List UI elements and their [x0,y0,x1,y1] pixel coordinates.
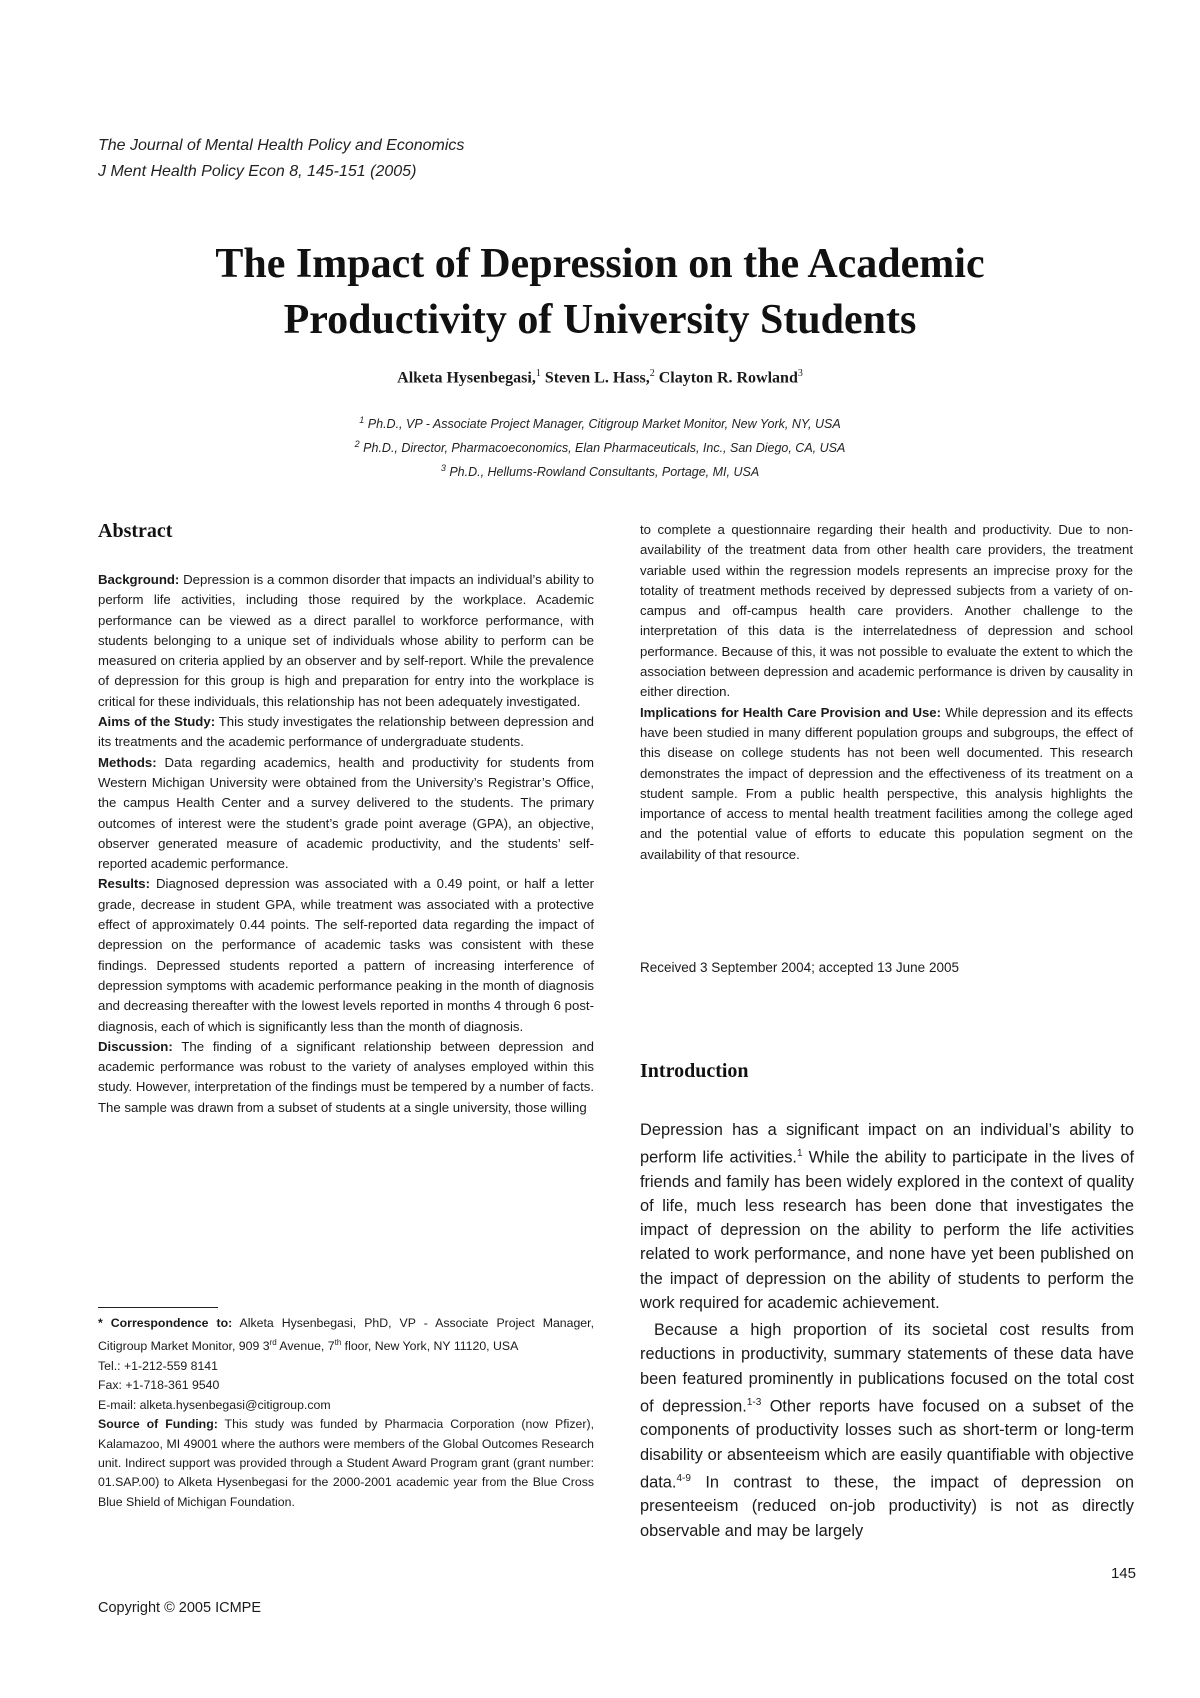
author-affil-mark: 1 [535,368,541,379]
correspondence-fax: Fax: +1-718-361 9540 [98,1378,220,1393]
author-name: Clayton R. Rowland [658,369,798,387]
title-line-2: Productivity of University Students [283,297,917,343]
affiliation [100,434,1100,458]
corr-sup: th [334,1338,342,1348]
text-results: Diagnosed depression was associated with a 0.49 point, or half a letter grade, decrease in student GPA, while treatment was associated with a protective effect of approximately 0.44 points. The self-reported data regarding the impact of depression on the performance of academic tasks was consistent with these findings. Depressed students reported a pattern of increasing interference of depression symptoms with academic performance peaking in the month of diagnosis and decreasing thereafter with the lowest levels reported in months 4 through 6 post-diagnosis, each of which is significantly less than the month of diagnosis. [98,876,594,1034]
abstract-heading: Abstract [98,520,173,542]
received-dates: Received 3 September 2004; accepted 13 June 2005 [640,960,959,975]
intro-text: Depression has a significant impact on an individual’s ability to perform life activities. [640,1121,1134,1167]
affil-text: Ph.D., Director, Pharmacoeconomics, Elan Pharmaceuticals, Inc., San Diego, CA, USA [363,441,846,456]
affil-mark: 2 [354,439,360,450]
journal-name: The Journal of Mental Health Policy and Economics [98,137,465,154]
author-affil-mark: 3 [797,368,803,379]
corr-text: Avenue, 7 [276,1339,335,1354]
affil-text: Ph.D., Hellums-Rowland Consultants, Portage, MI, USA [449,465,760,480]
journal-citation: J Ment Health Policy Econ 8, 145-151 (2005) [98,163,417,180]
abstract-methods [98,753,594,875]
abstract-background [98,570,594,712]
text-implications: While depression and its effects have been studied in many different population groups and subgroups, the effect of this disease on college students has not been well documented. This research demonstrates the impact of depression and the effectiveness of its treatment on a student sample. From a public health perspective, this analysis highlights the importance of access to mental health treatment facilities among the college aged and the potential value of efforts to educate this population segment on the availability of that resource. [640,704,1133,862]
article-title [100,236,1100,348]
affil-mark: 1 [359,415,365,425]
label-background: Background: [98,572,180,587]
correspondence-tel: Tel.: +1-212-559 8141 [98,1358,218,1373]
abstract-discussion-continued: to complete a questionnaire regarding their health and productivity. Due to non-availability of the treatment data from other health care providers, the treatment variable used within the regression models represents an imprecise proxy for the totality of treatment methods received by depressed subjects from a variety of on-campus and off-campus health care providers. Another challenge to the interpretation of this data is the interrelatedness of depression and school performance. Because of this, it was not possible to evaluate the extent to which the association between depression and academic performance is driven by causality in either direction. [640,522,1133,700]
label-results: Results: [98,876,151,892]
correspondence-email: E-mail: alketa.hysenbegasi@citigroup.com [98,1397,331,1412]
abstract-aims [98,712,594,753]
label-correspondence: * Correspondence to: [98,1316,233,1330]
author-list [100,368,1100,387]
footnote-divider [98,1307,218,1308]
title-line-1: The Impact of Depression on the Academic [215,241,985,287]
affiliation [100,410,1100,434]
introduction-heading: Introduction [640,1060,749,1082]
funding-text: This study was funded by Pharmacia Corporation (now Pfizer), Kalamazoo, MI 49001 where the authors were members of the Global Outcomes Research unit. Indirect support was provided through a Student Award Program grant (grant number: 01.SAP.00) to Alketa Hysenbegasi for the 2000-2001 academic year from the Blue Cross Blue Shield of Michigan Foundation. [98,1417,594,1509]
label-funding: Source of Funding: [98,1417,218,1432]
text-methods: Data regarding academics, health and productivity for students from Western Michigan University were obtained from the University’s Registrar’s Office, the campus Health Center and a survey delivered to the students. The primary outcomes of interest were the student’s grade point average (GPA), an objective, observer generated measure of academic productivity, and the students’ self-reported academic performance. [98,754,594,872]
corr-text: Alketa Hysenbegasi, PhD, VP - Associate Project Manager, Citigroup Market Monitor, 909 3 [98,1316,594,1354]
abstract-right-column [640,520,1133,865]
text-aims: This study investigates the relationship between depression and its treatments and the academic performance of undergraduate students. [98,714,594,750]
author-name: Steven L. Hass, [544,369,650,387]
text-background: Depression is a common disorder that impacts an individual’s ability to perform life activities, including those required by the workplace. Academic performance can be viewed as a direct parallel to workforce performance, with students belonging to a unique set of individuals whose ability to perform can be measured on criteria applied by an observer and by self-report. While the prevalence of depression for this group is high and preparation for entry into the workplace is critical for these individuals, this relationship has not been adequately investigated. [98,572,594,709]
intro-paragraph-2 [640,1318,1134,1543]
intro-text: Other reports have focused on a subset of the components of productivity losses such as short-term or long-term disability or absenteeism which are easily quantifiable with objective data. [640,1397,1134,1492]
funding-note [98,1415,594,1512]
citation-mark: 1-3 [746,1396,762,1408]
author-affil-mark: 2 [649,368,655,379]
affil-text: Ph.D., VP - Associate Project Manager, Citigroup Market Monitor, New York, NY, USA [367,417,841,432]
abstract-left-column [98,570,594,1118]
affiliation [100,458,1100,482]
abstract-implications [640,703,1133,865]
intro-paragraph-1 [640,1118,1134,1315]
label-implications: Implications for Health Care Provision and Use: [640,704,942,720]
intro-text: While the ability to participate in the lives of friends and family has been widely explored in the context of quality of life, much less research has been done that investigates the impact of depression on the ability to perform the life activities related to work performance, and none have yet been published on the impact of depression on the ability of students to perform the work required for academic achievement. [640,1148,1135,1312]
label-aims: Aims of the Study: [98,714,216,730]
journal-header [98,133,464,185]
corr-sup: rd [269,1338,277,1348]
text-discussion-left: The finding of a significant relationship between depression and academic performance was robust to the variety of analyses employed within this study. However, interpretation of the findings must be tempered by a number of facts. The sample was drawn from a subset of students at a single university, those willing [98,1038,595,1115]
correspondence-address [98,1314,594,1357]
intro-text: In contrast to these, the impact of depression on presenteeism (reduced on-job productivity) is not as directly observable and may be largely [640,1473,1134,1540]
citation-mark: 4-9 [676,1472,691,1484]
citation-mark: 1 [796,1148,803,1160]
copyright-notice: Copyright © 2005 ICMPE [98,1600,262,1616]
corr-text: floor, New York, NY 11120, USA [341,1339,519,1354]
page-number: 145 [1110,1565,1136,1582]
abstract-results [98,874,594,1036]
author-name: Alketa Hysenbegasi, [397,369,536,387]
abstract-discussion [98,1037,594,1118]
affil-mark: 3 [440,463,446,474]
introduction-body [640,1118,1134,1543]
affiliations [100,410,1100,482]
intro-text: Because a high proportion of its societal cost results from reductions in productivity, summary statements of these data have been featured prominently in publications focused on the total cost of depression. [640,1321,1134,1416]
label-discussion: Discussion: [98,1038,173,1054]
correspondence-footnote [98,1314,594,1512]
label-methods: Methods: [98,754,157,770]
